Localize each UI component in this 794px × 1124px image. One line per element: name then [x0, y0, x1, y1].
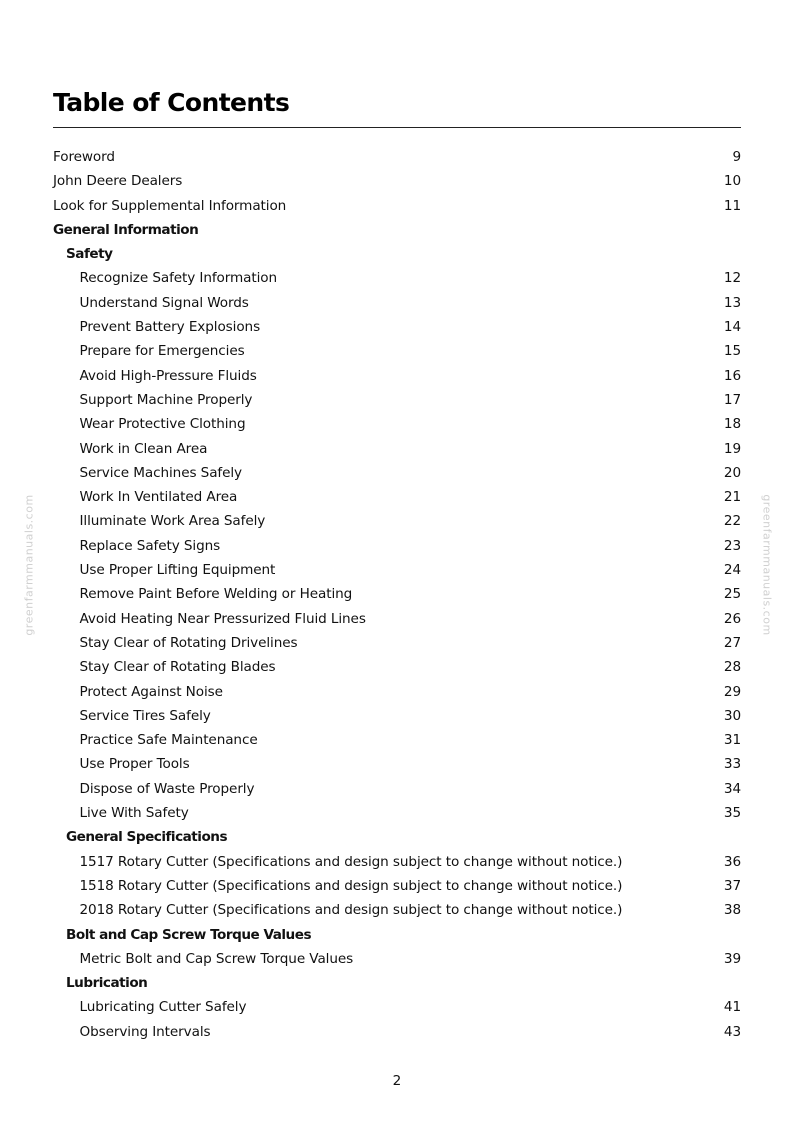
toc-entry-label: Safety	[66, 246, 113, 263]
toc-entry-label: Protect Against Noise	[79, 683, 223, 700]
toc-entry-label: Lubricating Cutter Safely	[79, 999, 247, 1016]
toc-entry-page-number: 26	[723, 610, 741, 627]
toc-entry-label: Support Machine Properly	[79, 391, 253, 408]
toc-entry-page-number: 36	[723, 853, 741, 870]
toc-entry-label: 2018 Rotary Cutter (Specifications and design subject to change without notice.)	[79, 902, 623, 919]
toc-entry-label: Foreword	[53, 149, 115, 165]
toc-entry-label: Stay Clear of Rotating Blades	[79, 659, 276, 676]
toc-entry-page-number: 29	[723, 683, 741, 700]
toc-entry-label: Service Machines Safely	[79, 464, 242, 481]
toc-entry-label: Understand Signal Words	[79, 294, 249, 311]
toc-entry[interactable]	[53, 437, 741, 461]
toc-entry-page-number: 14	[723, 319, 741, 336]
toc-entry-label: Use Proper Tools	[79, 756, 190, 773]
toc-entry[interactable]	[53, 534, 741, 558]
toc-entry[interactable]	[53, 898, 741, 922]
toc-entry-label: Lubrication	[66, 975, 148, 992]
toc-entry-label: John Deere Dealers	[53, 173, 183, 190]
toc-entry-page-number: 23	[723, 537, 741, 554]
toc-entry[interactable]	[53, 704, 741, 728]
toc-entry-page-number: 10	[723, 173, 741, 190]
toc-entry[interactable]	[53, 169, 741, 193]
toc-entry-page-number: 13	[723, 294, 741, 311]
toc-section-heading	[53, 242, 741, 266]
toc-entry-page-number: 27	[723, 634, 741, 651]
toc-entry[interactable]	[53, 850, 741, 874]
toc-entry-page-number: 30	[723, 707, 741, 724]
toc-entry-label: 1517 Rotary Cutter (Specifications and design subject to change without notice.)	[79, 853, 623, 870]
toc-entry-label: Look for Supplemental Information	[53, 197, 287, 214]
toc-entry-page-number: 33	[723, 756, 741, 773]
toc-entry-page-number: 34	[723, 780, 741, 797]
toc-section-heading	[53, 923, 741, 947]
toc-section-heading	[53, 218, 741, 242]
title-divider	[53, 127, 741, 128]
watermark-left: greenfarmmanuals.com	[22, 494, 36, 636]
toc-entry[interactable]	[53, 582, 741, 606]
toc-entry[interactable]	[53, 509, 741, 533]
toc-entry[interactable]	[53, 777, 741, 801]
toc-entry-label: Service Tires Safely	[79, 707, 211, 724]
toc-entry-page-number: 18	[723, 416, 741, 433]
watermark-right: greenfarmmanuals.com	[760, 494, 774, 636]
toc-entry-label: Dispose of Waste Properly	[79, 780, 255, 797]
toc-entry[interactable]	[53, 461, 741, 485]
toc-entry-label: Live With Safety	[79, 805, 189, 822]
toc-entry-page-number: 12	[723, 270, 741, 287]
toc-entry[interactable]	[53, 874, 741, 898]
toc-entry[interactable]	[53, 607, 741, 631]
toc-entry-page-number: 25	[723, 586, 741, 603]
toc-entry-page-number: 24	[723, 562, 741, 579]
toc-entry-label: Recognize Safety Information	[79, 270, 278, 287]
toc-entry-label: Avoid Heating Near Pressurized Fluid Lines	[79, 610, 366, 627]
toc-entry-label: Stay Clear of Rotating Drivelines	[79, 634, 298, 651]
toc-entry-page-number: 9	[732, 149, 741, 165]
toc-entry-page-number: 38	[723, 902, 741, 919]
toc-entry-label: Prepare for Emergencies	[79, 343, 245, 360]
toc-entry-page-number: 21	[723, 489, 741, 506]
toc-entry-label: 1518 Rotary Cutter (Specifications and design subject to change without notice.)	[79, 877, 623, 894]
toc-entry[interactable]	[53, 315, 741, 339]
table-of-contents	[53, 145, 741, 1044]
toc-entry-label: Work in Clean Area	[79, 440, 208, 457]
toc-entry[interactable]	[53, 801, 741, 825]
toc-entry-label: Use Proper Lifting Equipment	[79, 562, 276, 579]
toc-entry-page-number: 43	[723, 1023, 741, 1040]
toc-entry-page-number: 41	[723, 999, 741, 1016]
toc-entry-page-number: 17	[723, 391, 741, 408]
toc-section-heading	[53, 971, 741, 995]
toc-entry[interactable]	[53, 194, 741, 218]
toc-entry[interactable]	[53, 558, 741, 582]
toc-entry-label: Wear Protective Clothing	[79, 416, 246, 433]
toc-entry[interactable]	[53, 655, 741, 679]
toc-entry[interactable]	[53, 947, 741, 971]
toc-entry-page-number: 11	[723, 197, 741, 214]
toc-entry-label: Observing Intervals	[79, 1023, 211, 1040]
toc-entry-page-number: 20	[723, 464, 741, 481]
toc-entry[interactable]	[53, 1020, 741, 1044]
toc-entry[interactable]	[53, 995, 741, 1019]
toc-entry-page-number: 37	[723, 877, 741, 894]
toc-entry[interactable]	[53, 752, 741, 776]
toc-entry-page-number: 16	[723, 367, 741, 384]
toc-entry-label: Bolt and Cap Screw Torque Values	[66, 926, 312, 943]
toc-entry-label: Metric Bolt and Cap Screw Torque Values	[79, 950, 354, 967]
toc-entry-label: General Specifications	[66, 829, 228, 846]
toc-entry[interactable]	[53, 145, 741, 169]
toc-entry[interactable]	[53, 728, 741, 752]
toc-entry-page-number: 35	[723, 805, 741, 822]
toc-entry[interactable]	[53, 485, 741, 509]
toc-entry-label: Avoid High-Pressure Fluids	[79, 367, 257, 384]
toc-entry[interactable]	[53, 364, 741, 388]
toc-entry-label: Work In Ventilated Area	[79, 489, 238, 506]
toc-entry-label: Remove Paint Before Welding or Heating	[79, 586, 353, 603]
toc-entry-label: General Information	[53, 221, 199, 238]
toc-entry-page-number: 31	[723, 732, 741, 749]
toc-entry-label: Prevent Battery Explosions	[79, 319, 261, 336]
toc-entry[interactable]	[53, 412, 741, 436]
toc-entry-page-number: 19	[723, 440, 741, 457]
toc-entry[interactable]	[53, 266, 741, 290]
toc-entry[interactable]	[53, 631, 741, 655]
toc-entry[interactable]	[53, 388, 741, 412]
toc-entry[interactable]	[53, 339, 741, 363]
toc-entry-page-number: 39	[723, 950, 741, 967]
toc-entry-label: Practice Safe Maintenance	[79, 732, 258, 749]
page-number: 2	[392, 1073, 402, 1089]
toc-section-heading	[53, 825, 741, 849]
toc-entry[interactable]	[53, 291, 741, 315]
toc-entry[interactable]	[53, 680, 741, 704]
toc-entry-page-number: 28	[723, 659, 741, 676]
toc-entry-page-number: 22	[723, 513, 741, 530]
toc-entry-label: Replace Safety Signs	[79, 537, 221, 554]
toc-entry-page-number: 15	[723, 343, 741, 360]
toc-entry-label: Illuminate Work Area Safely	[79, 513, 266, 530]
page-title: Table of Contents	[53, 88, 290, 117]
